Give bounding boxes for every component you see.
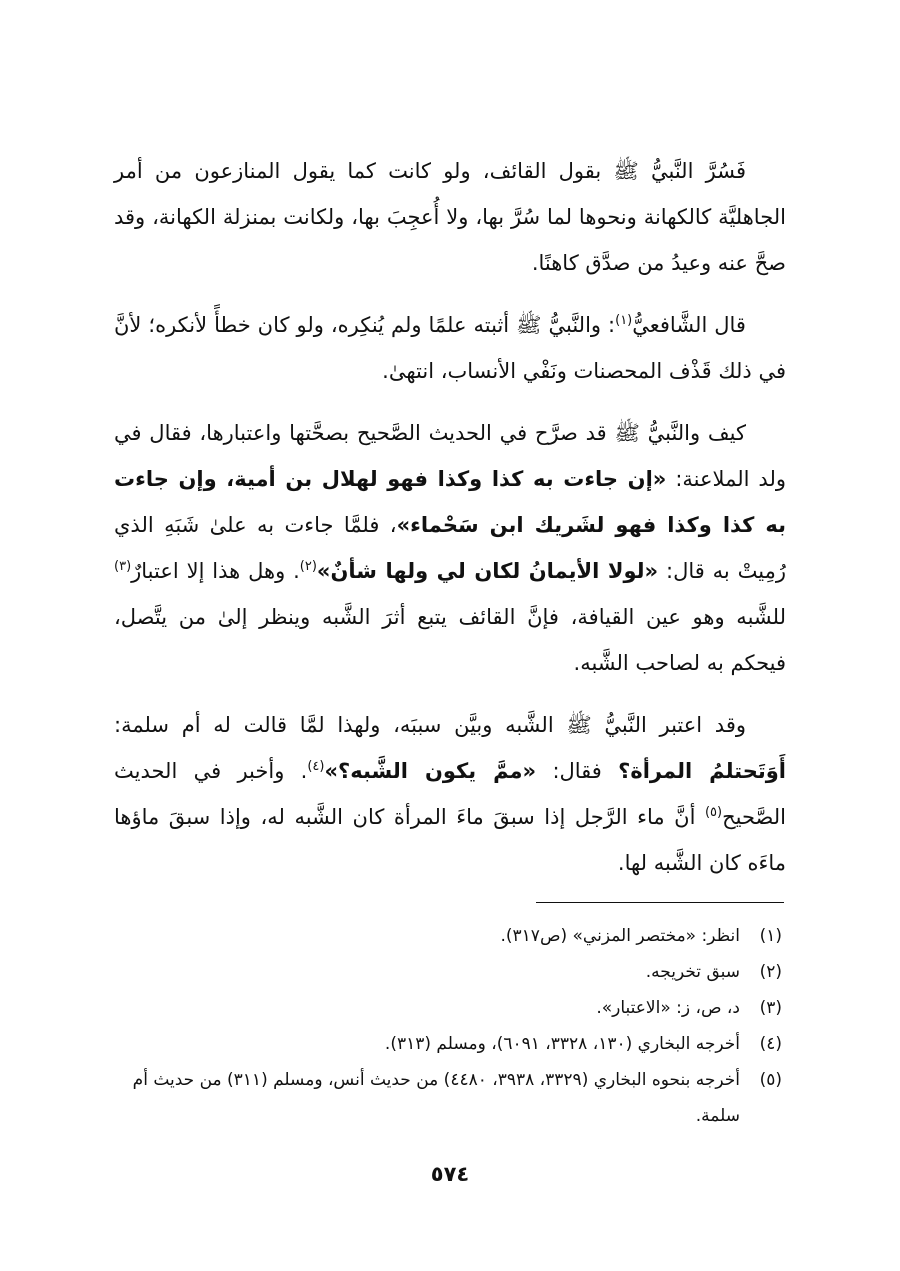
- footnote-number: (١): [759, 926, 782, 946]
- footnote-ref-5[interactable]: (٥): [704, 805, 723, 820]
- footnote-divider: [536, 902, 784, 903]
- paragraph-3-text: ، فلمَّا جاءت به علىٰ شَبَهِ الذي رُمِيتْ به قال:: [114, 513, 786, 583]
- footnote-number: (٥): [759, 1070, 782, 1090]
- main-text: [114, 148, 786, 902]
- paragraph-4: [114, 702, 786, 886]
- paragraph-3-text: . وهل هذا إلا اعتبارٌ: [131, 559, 300, 583]
- paragraph-2-text: قال الشَّافعيُّ: [632, 313, 746, 337]
- footnote-item: [114, 990, 782, 1026]
- paragraph-4-text: أنَّ ماء الرَّجل إذا سبقَ ماءَ المرأة كان الشَّبه له، وإذا سبقَ ماؤها ماءَه كان الشَّبه لها.: [114, 805, 786, 875]
- footnote-number: (٤): [759, 1034, 782, 1054]
- paragraph-4-text: فقال:: [536, 759, 619, 783]
- footnote-item: [114, 1062, 782, 1134]
- hadith-quote: «إن جاءت به كذا وكذا فهو لهلال بن أمية، وإن جاءت به كذا وكذا فهو لشَريك ابن سَحْماء»: [114, 467, 786, 537]
- paragraph-3-text: كيف والنَّبيُّ ﷺ قد صرَّح في الحديث الصَّحيح بصحَّتها واعتبارها، فقال في ولد الملاعنة:: [114, 421, 786, 491]
- question-quote: أَوَتَحتلمُ المرأة؟: [618, 759, 786, 783]
- footnote-number: (٣): [759, 998, 782, 1018]
- hadith-quote: «ممَّ يكون الشَّبه؟»: [324, 759, 537, 783]
- footnote-text: د، ص، ز: «الاعتبار».: [596, 998, 740, 1018]
- footnote-item: [114, 918, 782, 954]
- paragraph-4-text: . وأخبر في الحديث الصَّحيح: [114, 759, 786, 829]
- paragraph-1: [114, 148, 786, 286]
- footnote-item: [114, 954, 782, 990]
- footnote-ref-2[interactable]: (٢): [299, 559, 317, 574]
- footnote-ref-1[interactable]: (١): [615, 313, 633, 328]
- hadith-quote: «لولا الأيمانُ لكان لي ولها شأنٌ»: [316, 559, 659, 583]
- footnote-ref-4[interactable]: (٤): [307, 759, 325, 774]
- footnote-text: سبق تخريجه.: [645, 962, 740, 982]
- paragraph-4-text: وقد اعتبر النَّبيُّ ﷺ الشَّبه وبيَّن سببَه، ولهذا لمَّا قالت له أم سلمة:: [114, 713, 746, 737]
- paragraph-3: [114, 410, 786, 686]
- footnote-number: (٢): [759, 962, 782, 982]
- footnotes: [114, 918, 782, 1134]
- footnote-text: انظر: «مختصر المزني» (ص٣١٧).: [500, 926, 740, 946]
- paragraph-2-text: : والنَّبيُّ ﷺ أثبته علمًا ولم يُنكِره، ولو كان خطأً لأنكره؛ لأنَّ في ذلك قَذْف المحصنات ونَفْي الأنساب، انتهىٰ.: [114, 313, 786, 383]
- paragraph-1-text: فَسُرَّ النَّبيُّ ﷺ بقول القائف، ولو كانت كما يقول المنازعون من أمر الجاهليَّة كالكهانة ونحوها لما سُرَّ بها، ولا أُعجِبَ بها، ولكانت بمنزلة الكهانة، وقد صحَّ عنه وعيدُ من صدَّق كاهنًا.: [114, 159, 786, 275]
- footnote-item: [114, 1026, 782, 1062]
- footnote-ref-3[interactable]: (٣): [114, 559, 132, 574]
- footnote-text: أخرجه بنحوه البخاري (٣٣٢٩، ٣٩٣٨، ٤٤٨٠) من حديث أنس، ومسلم (٣١١) من حديث أم سلمة.: [132, 1070, 740, 1126]
- paragraph-2: [114, 302, 786, 394]
- paragraph-3-text: للشَّبه وهو عين القيافة، فإنَّ القائف يتبع أثرَ الشَّبه وينظر إلىٰ من يتَّصل، فيحكم به لصاحب الشَّبه.: [114, 605, 786, 675]
- page-number: ٥٧٤: [430, 1162, 470, 1186]
- footnote-text: أخرجه البخاري (١٣٠، ٣٣٢٨، ٦٠٩١)، ومسلم (٣١٣).: [384, 1034, 740, 1054]
